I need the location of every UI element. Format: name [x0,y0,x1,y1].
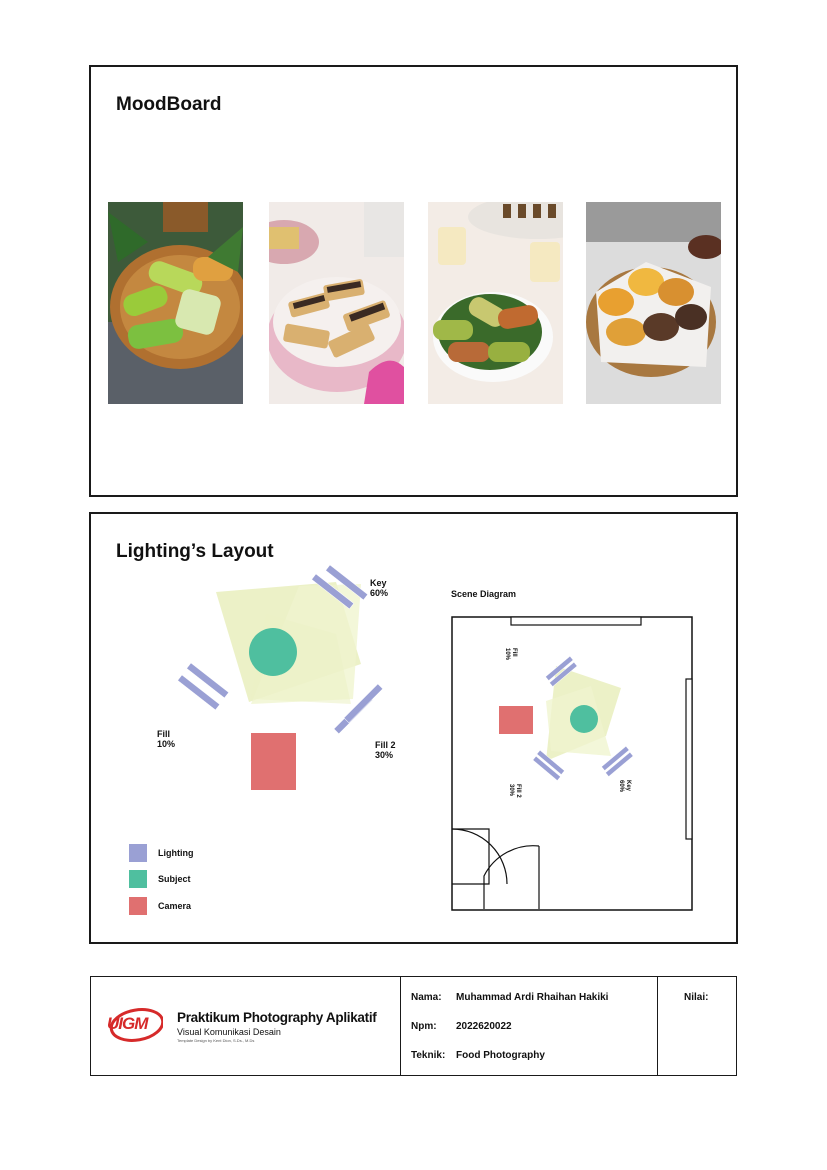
key-light-label: Key 60% [370,578,389,598]
uigm-logo-text: UIGM [107,1014,148,1033]
legend-swatch-camera [129,897,147,915]
npm-value: 2022620022 [456,1021,512,1032]
legend-label-lighting: Lighting [158,848,194,858]
camera-rect [251,733,296,790]
footer-brand-cell [91,977,401,1075]
footer-grade-cell [658,977,736,1075]
fill-light-label: Fill 10% [157,729,176,749]
course-title: Praktikum Photography Aplikatif [177,1010,377,1025]
photo-chocolate-cakes-in-bowl [269,202,404,404]
scene-key-label: Key 60% [618,780,631,793]
lighting-layout-title: Lighting’s Layout [116,541,274,562]
legend-swatch-subject [129,870,147,888]
fill-light [178,663,229,710]
npm-label: Npm: [411,1021,437,1032]
photo-cakes-on-banana-leaf [428,202,563,404]
footer-info-box [90,976,737,1076]
nilai-label: Nilai: [684,992,709,1003]
scene-fill2-label: Fill 2 30% [508,784,521,798]
legend-label-subject: Subject [158,874,191,884]
nama-row [411,992,608,1003]
teknik-label: Teknik: [411,1050,446,1061]
photo-pandan-cakes-on-tray [108,202,243,404]
teknik-value: Food Photography [456,1050,545,1061]
course-subtitle: Visual Komunikasi Desain [177,1027,281,1037]
template-credit: Template Design by Kent Dion, S.Ds., M.Ds [177,1038,255,1043]
lighting-layout-panel [89,512,738,944]
scene-diagram-title: Scene Diagram [451,589,517,599]
moodboard-panel [89,65,738,497]
nama-value: Muhammad Ardi Rhaihan Hakiki [456,992,609,1003]
scene-fill-label: Fill 10% [504,648,517,661]
fill2-light-label: Fill 2 30% [375,740,396,760]
nama-label: Nama: [411,992,442,1003]
subject-circle [249,628,297,676]
moodboard-title: MoodBoard [116,94,222,115]
photo-baked-cakes-in-basket [586,202,721,404]
npm-row [411,1021,512,1032]
legend-swatch-lighting [129,844,147,862]
scene-diagram [451,616,696,914]
legend-label-camera: Camera [158,901,192,911]
teknik-row [411,1050,545,1061]
footer-student-cell [401,977,658,1075]
